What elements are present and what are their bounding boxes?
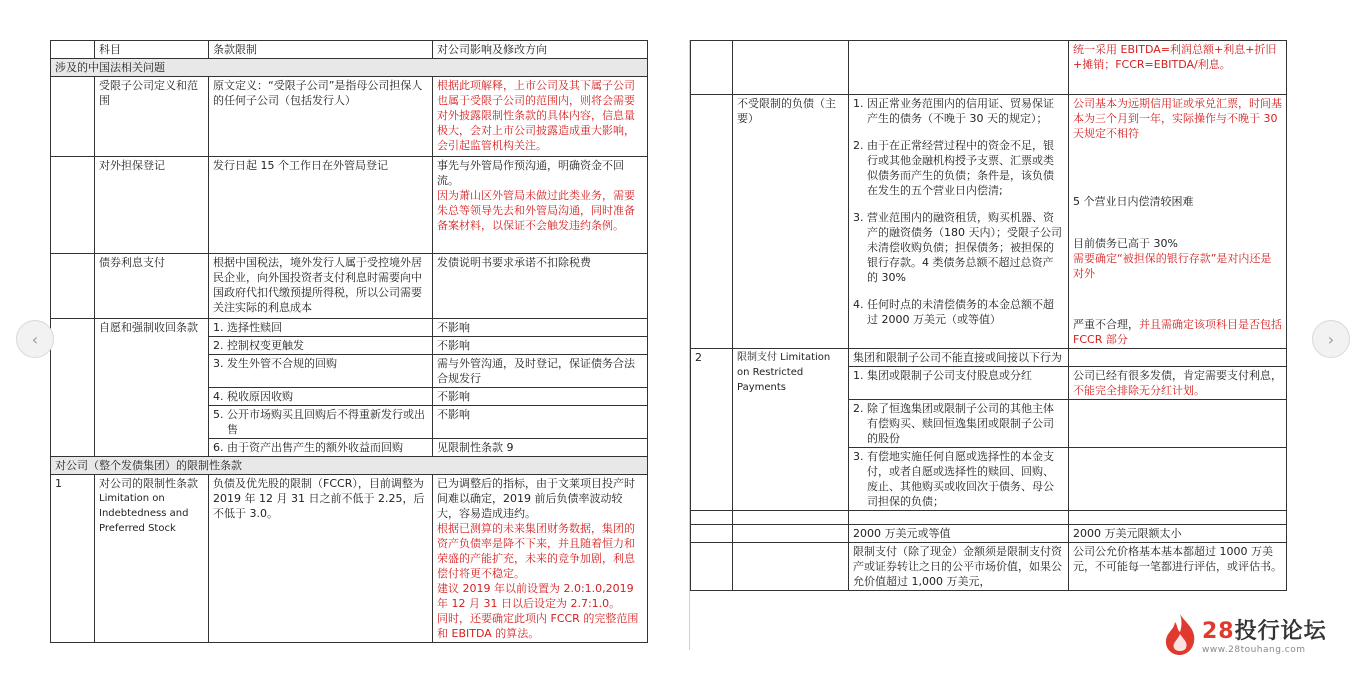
impact-text: 公司已经有很多发债，肯定需要支付利息， [1073,369,1282,382]
table-row [691,543,1287,591]
clause-cell [849,367,1069,400]
logo-title: 投行论坛 [1234,618,1327,644]
impact-cell: 发债说明书要求承诺不扣除税费 [433,254,648,319]
logo-url: www.28touhang.com [1202,644,1306,655]
section-title: 对公司（整个发债集团）的限制性条款 [51,457,648,475]
impact-red-text: 根据此项解释，上市公司及其下属子公司也属于受限子公司的范围内，则将会需要对外披露限制性条款的具体内容，信息量极大，会对上市公司披露造成重大影响，会引起监管机构关注。 [437,79,635,152]
clause-text: 2. 由于在正常经营过程中的资金不足，银行或其他金融机构授予支票、汇票或类似债务而产生的负债；条件是，该负债在发生的五个营业日内偿清; [853,139,1054,197]
clause-cell: 限制支付（除了现金）金额须是限制支付资产或证券转让之日的公平市场价值，如果公允价值超过 1,000 万美元， [849,543,1069,591]
table-row [691,525,1287,543]
header-cell [51,41,95,59]
impact-cell: 不影响 [433,337,648,355]
table-row [691,511,1287,525]
section-row [51,59,648,77]
right-table [690,40,1287,591]
impact-cell: 2000 万美元限额太小 [1069,525,1287,543]
subject-cell: 自愿和强制收回条款 [95,319,209,457]
table-row [691,95,1287,349]
impact-red-text: 同时，还要确定此项内 FCCR 的完整范围和 EBITDA 的算法。 [437,612,639,640]
clause-cell: 集团和限制子公司不能直接或间接以下行为 [849,349,1069,367]
table-row [691,41,1287,95]
clause-cell [849,448,1069,511]
impact-text: 事先与外管局作预沟通，明确资金不回流。 [437,159,624,187]
impact-text: 目前债务已高于 30% [1073,237,1178,250]
impact-cell: 见限制性条款 9 [433,439,648,457]
impact-cell: 需与外管沟通，及时登记，保证债务合法合规发行 [433,355,648,388]
impact-red-text: 需要确定“被担保的银行存款”是对内还是对外 [1073,252,1272,280]
impact-cell [1069,41,1287,95]
impact-cell: 不影响 [433,319,648,337]
subject-cell: 不受限制的负债（主要） [733,95,849,349]
impact-cell: 不影响 [433,406,648,439]
impact-text: 已为调整后的指标，由于文莱项目投产时间难以确定，2019 前后负债率波动较大，容易造成违约。 [437,477,635,520]
clause-cell [209,406,433,439]
clause-cell: 4. 税收原因收购 [209,388,433,406]
table-row [51,157,648,254]
impact-cell [433,77,648,157]
impact-cell [1069,95,1287,349]
impact-cell [433,475,648,643]
number-cell: 2 [691,349,733,511]
clause-cell: 负债及优先股的限制（FCCR），目前调整为 2019 年 12 月 31 日之前不低于 2.25，后不低于 3.0。 [209,475,433,643]
clause-text: 1. 因正常业务范围内的信用证、贸易保证产生的债务（不晚于 30 天的规定）； [853,97,1054,125]
header-cell: 条款限制 [209,41,433,59]
table-row [51,254,648,319]
number-cell: 1 [51,475,95,643]
clause-cell [849,95,1069,349]
header-cell: 对公司影响及修改方向 [433,41,648,59]
table-row [691,349,1287,367]
impact-red-text: 根据已测算的未来集团财务数据，集团的资产负债率是降不下来，并且随着恒力和荣盛的产能扩充，未来的竞争加剧，利息偿付将更不稳定。 [437,522,635,580]
clause-cell: 根据中国税法，境外发行人属于受控境外居民企业，向外国投资者支付利息时需要向中国政府代扣代缴预提所得税，所以公司需要关注实际的利息成本 [209,254,433,319]
clause-text: 5. 公开市场购买且回购后不得重新发行或出售 [213,408,425,436]
subject-text: 对公司的限制性条款 [99,477,198,490]
impact-red-text: 因为萧山区外管局未做过此类业务，需要朱总等领导先去和外管局沟通，同时准备备案材料，以保证不会触发违约条例。 [437,189,635,232]
table-row [51,77,648,157]
impact-red-text: 并且需确定该项科目是否包括 FCCR 部分 [1073,318,1282,346]
subject-cell: 受限子公司定义和范围 [95,77,209,157]
site-logo [1162,610,1342,658]
impact-text: 5 个营业日内偿清较困难 [1073,195,1194,208]
subject-cell [95,475,209,643]
clause-cell: 2. 控制权变更触发 [209,337,433,355]
prev-page-button[interactable] [16,320,54,358]
chevron-right-icon: › [1327,329,1335,349]
clause-text: 3. 有偿地实施任何自愿或选择性的本金支付，或者自愿或选择性的赎回、回购、废止、其他购买或收回次于债务、母公司担保的负债； [853,450,1054,508]
subject-en-text: Limitation on Indebtedness and Preferred Stock [99,493,189,534]
clause-text: 2. 除了恒逸集团或限制子公司的其他主体有偿购买、赎回恒逸集团或限制子公司的股份 [853,402,1054,445]
clause-cell: 2000 万美元或等值 [849,525,1069,543]
impact-cell: 公司公允价格基本基本都超过 1000 万美元，不可能每一笔都进行评估，或评估书。 [1069,543,1287,591]
clause-cell: 1. 选择性赎回 [209,319,433,337]
impact-cell [433,157,648,254]
subject-cell: 限制支付 Limitation on Restricted Payments [733,349,849,511]
clause-cell [849,400,1069,448]
subject-cell: 对外担保登记 [95,157,209,254]
impact-text: 严重不合理， [1073,318,1139,331]
impact-red-text: 不能完全排除无分红计划。 [1073,384,1205,397]
clause-cell: 发行日起 15 个工作日在外管局登记 [209,157,433,254]
header-cell: 科目 [95,41,209,59]
table-header-row [51,41,648,59]
impact-red-text: 建议 2019 年以前设置为 2.0:1.0,2019 年 12 月 31 日以后设定为 2.7:1.0。 [437,582,634,610]
left-table [50,40,648,643]
chevron-left-icon: ‹ [31,329,39,349]
impact-cell: 不影响 [433,388,648,406]
next-page-button[interactable] [1312,320,1350,358]
impact-red-text: 公司基本为远期信用证或承兑汇票，时间基本为三个月到一年，实际操作与不晚于 30 天规定不相符 [1073,97,1282,140]
section-row [51,457,648,475]
clause-text: 3. 营业范围内的融资租赁，购买机器、资产的融资债务（180 天内）；受限子公司未清偿收购负债；担保债务；被担保的银行存款。4 类债务总额不超过总资产的 30% [853,211,1062,284]
clause-cell: 3. 发生外管不合规的回购 [209,355,433,388]
clause-text: 4. 任何时点的未清偿债务的本金总额不超过 2000 万美元（或等值） [853,298,1054,326]
flame-logo-icon [1162,612,1198,656]
right-page [690,40,1290,650]
subject-cell: 债券利息支付 [95,254,209,319]
logo-number: 28 [1202,618,1235,644]
table-row [51,319,648,337]
impact-cell [1069,367,1287,400]
table-row [51,475,648,643]
clause-cell: 6. 由于资产出售产生的额外收益而回购 [209,439,433,457]
clause-text: 1. 集团或限制子公司支付股息或分红 [853,369,1032,382]
section-title: 涉及的中国法相关问题 [51,59,648,77]
impact-red-text: 统一采用 EBITDA=利润总额+利息+折旧+摊销；FCCR=EBITDA/利息。 [1073,43,1277,71]
left-page [50,40,651,650]
clause-cell: 原文定义：“受限子公司”是指母公司担保人的任何子公司（包括发行人） [209,77,433,157]
